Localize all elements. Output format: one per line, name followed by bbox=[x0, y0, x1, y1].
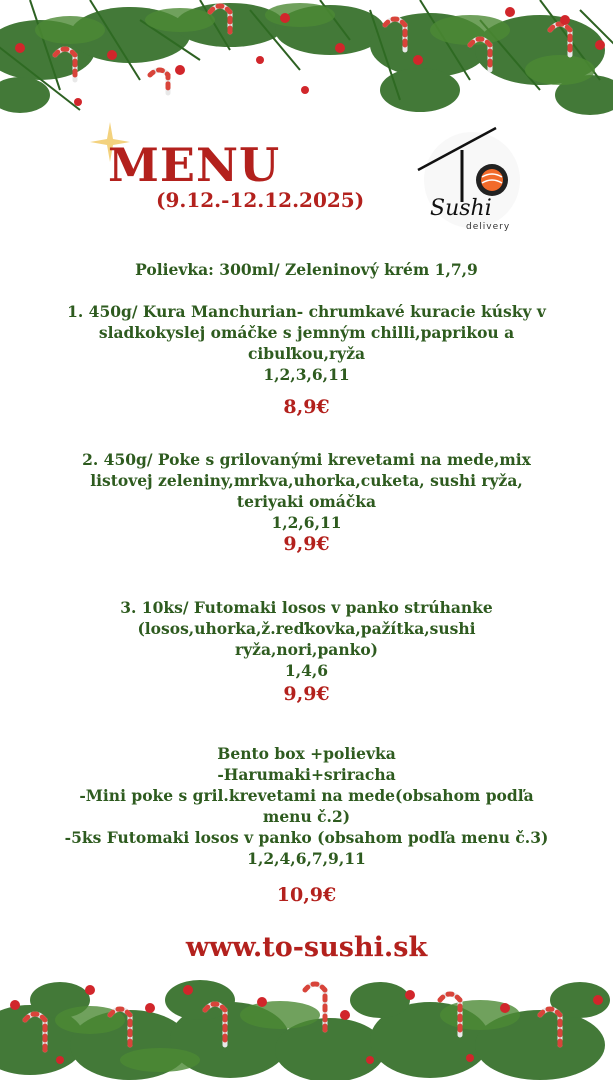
price-item-3: 9,9€ bbox=[283, 683, 330, 705]
logo-sub-text: delivery bbox=[466, 222, 511, 232]
menu-item-line: 1. 450g/ Kura Manchurian- chrumkavé kuracie kúsky v bbox=[67, 302, 546, 321]
price-item-1: 8,9€ bbox=[283, 396, 330, 418]
menu-item-line: teriyaki omáčka bbox=[236, 492, 377, 511]
menu-item-line: (losos,uhorka,ž.reďkovka,pažítka,sushi bbox=[137, 619, 476, 638]
menu-item-bento bbox=[30, 743, 583, 869]
date-range: (9.12.-12.12.2025) bbox=[156, 188, 365, 212]
allergens: 1,2,3,6,11 bbox=[263, 365, 350, 384]
menu-item-line: cibuľkou,ryža bbox=[247, 344, 366, 363]
menu-item-line: listovej zeleniny,mrkva,uhorka,cuketa, sushi ryža, bbox=[90, 471, 523, 490]
menu-title: MENU bbox=[108, 138, 281, 192]
menu-item-line: sladkokyslej omáčke s jemným chilli,paprikou a bbox=[98, 323, 515, 342]
logo-brand-text: Sushi bbox=[430, 196, 492, 221]
menu-item-line: -Mini poke s gril.krevetami na mede(obsahom podľa bbox=[79, 786, 534, 805]
price-item-bento: 10,9€ bbox=[276, 884, 337, 906]
menu-item-1 bbox=[30, 301, 583, 385]
menu-item-3 bbox=[30, 597, 583, 681]
menu-item-line: menu č.2) bbox=[262, 807, 351, 826]
pine-garland-top bbox=[0, 0, 613, 120]
menu-item-2 bbox=[30, 449, 583, 533]
pine-garland-bottom bbox=[0, 960, 613, 1080]
website-link[interactable]: www.to-sushi.sk bbox=[185, 932, 428, 963]
menu-item-line: 3. 10ks/ Futomaki losos v panko strúhanke bbox=[120, 598, 493, 617]
allergens: 1,4,6 bbox=[284, 661, 329, 680]
allergens: 1,2,6,11 bbox=[271, 513, 342, 532]
menu-item-line: 2. 450g/ Poke s grilovanými krevetami na mede,mix bbox=[82, 450, 531, 469]
menu-item-line: -5ks Futomaki losos v panko (obsahom podľa menu č.3) bbox=[64, 828, 549, 847]
menu-item-line: -Harumaki+sriracha bbox=[217, 765, 396, 784]
allergens: 1,2,4,6,7,9,11 bbox=[247, 849, 366, 868]
menu-item-line: ryža,nori,panko) bbox=[234, 640, 379, 659]
soup-line: Polievka: 300ml/ Zeleninový krém 1,7,9 bbox=[135, 260, 478, 279]
menu-item-line: Bento box +polievka bbox=[217, 744, 396, 763]
price-item-2: 9,9€ bbox=[283, 533, 330, 555]
